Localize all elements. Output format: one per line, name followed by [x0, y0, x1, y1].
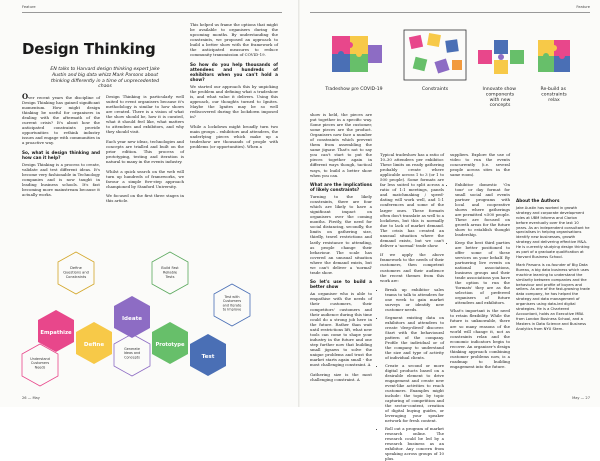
right-col-0 — [310, 112, 372, 390]
standfirst: EN talks to Harvard design thinking expert Jake Austin and big data whizz Mark Parsons about thinking differently in a time of unprecedented chaos — [50, 67, 160, 90]
folio-right: May — 27 — [572, 396, 590, 400]
list-item: • Segment existing data on exhibitors and attendees to create 'deep-dived' discover. Start with the behavioural pattern of the company. Profile the individual or of the company to understand the size and type of activity of individual clients. — [385, 315, 444, 360]
list-item: • Create a second or more digital products based on a desirable element to drive engagement and create new event-like activities to reach customers. Examples might include: the topic by topic capturing of competition and the sector-content, creation of digital buying guides, or leveraging your speaker network for fresh content. — [385, 363, 444, 424]
piece — [478, 50, 492, 64]
bullet-list — [380, 287, 444, 461]
knob — [347, 42, 353, 48]
paragraph: This helped us frame the options that might be available to organisers during the upcoming months. By understanding the constraints, we proposed an approach to build a better show with the framework of the anticipated measures to reduce community transmission of COVID-19. — [190, 22, 278, 58]
icon-caption-1 — [324, 86, 382, 92]
caption-line: concepts — [489, 103, 511, 109]
paragraph: Design Thinking is a process to create, validate and test different ideas. It's become very fashionable in Technology companies and is now taught in leading business schools. It's fast becoming more mainstream because it actually works. — [22, 161, 100, 198]
knob — [338, 51, 344, 57]
subheading: So let's use to build a better show — [310, 279, 372, 290]
piece — [510, 50, 524, 64]
note-line: to Improve — [222, 307, 242, 312]
design-thinking-diagram — [10, 222, 285, 387]
paragraph — [22, 94, 100, 145]
paragraph: Gathering size is the most challenging constraint. A — [310, 371, 372, 382]
note-text — [63, 266, 89, 279]
top-rule-right — [310, 12, 590, 13]
caption-line: Constraints — [421, 87, 449, 92]
note-line: Concepts — [124, 355, 140, 360]
about-authors-box — [516, 199, 590, 389]
note-line: Ideas and — [123, 351, 141, 356]
piece — [434, 58, 449, 73]
stage-label-empathize: Empathize — [40, 330, 72, 336]
knob — [498, 54, 504, 60]
piece — [427, 33, 441, 47]
caption-line: Innovate show — [482, 87, 517, 92]
top-rule-left — [22, 12, 282, 13]
folio-left: 26 — May — [22, 396, 40, 400]
note-text — [124, 347, 141, 359]
stage-label-test: Test — [201, 354, 215, 360]
knob — [559, 53, 565, 59]
paragraph: We focused on the first three stages in this article. — [106, 193, 184, 204]
note-line: Define — [70, 266, 82, 270]
subheading: What are the implications of likely constraints? — [310, 182, 372, 193]
note-line: Understand — [30, 357, 50, 361]
piece — [494, 60, 508, 74]
caption-line: components — [485, 92, 515, 98]
note-line: Build Fast — [161, 266, 179, 270]
innovate-icon — [478, 40, 524, 74]
right-col-2 — [450, 152, 510, 390]
icon-caption-2 — [422, 86, 449, 92]
left-col-3 — [190, 22, 278, 219]
note-build-tests — [152, 252, 188, 294]
piece — [452, 60, 462, 70]
caption-line: constraints — [541, 92, 567, 98]
list-item: • Break up exhibitor sales teams to talk to attendees for one week to gain market surveys or identify new customer needs. — [385, 287, 444, 312]
paragraph-text: ver recent years the discipline of Design Thinking has gained significant momentum. How might design thinking be useful for organisers in dealing with the aftermath of the current crisis? It's about how the anticipated constraints provide opportunities to rethink industry issues and engage with communities in a proactive way. — [22, 95, 100, 146]
list-item: • Roll out a program of market research online. The research could be led by a research business as an exhibitor. Any concern from speaking across groups of 10 plus. — [385, 426, 444, 461]
note-line: Tests — [165, 275, 175, 279]
stage-label-define: Define — [83, 342, 105, 348]
note-test-iterate — [214, 284, 250, 326]
bullet-list — [450, 182, 510, 306]
knob — [356, 51, 362, 57]
note-line: Needs — [34, 365, 46, 370]
knob — [543, 53, 549, 59]
piece — [494, 40, 508, 54]
caption-line: with new — [489, 97, 511, 103]
paragraph: show is held, the pieces are put together in a specific way. Some pieces are the customer, some pieces are the product. Organisers now face a number of constraints which prevent them from assembling the same jigsaw. That's not to say you can't start to put the pieces together again in different ways though, tactical ways, to build a better show when you can. — [310, 112, 372, 178]
paragraph: We started our approach this by unpicking the problem and defining what a tradeshow is, and what value it delivers. Using this approach, our thoughts turned to Ignites. Maybe the Ignites may be so well rediscovered during the lockdown imposed in? — [190, 83, 278, 120]
caption-line: Tradeshow pre COVID-19 — [325, 87, 383, 92]
piece — [409, 35, 423, 49]
note-generate-ideas — [114, 334, 150, 376]
paragraph: What's important is the need to retain flexibility. While the future is unknowable, there are so many reasons of the world will change it, not as constraints relax and the economic indicators begin to recover. An organiser's design thinking approach combining customer problems now, is a roadmap to building engagement into the future. — [450, 308, 510, 369]
puzzle-assembled-icon — [332, 36, 382, 72]
note-line: Customers — [222, 299, 242, 304]
note-line: Test with — [224, 295, 240, 299]
note-define-questions — [58, 252, 94, 294]
note-text — [161, 266, 179, 279]
note-line: Customers — [30, 361, 50, 366]
piece — [445, 39, 459, 53]
icon-caption-4 — [541, 86, 568, 103]
note-line: Questions and — [63, 270, 89, 275]
note-customer-needs — [22, 344, 58, 386]
bio-paragraph: Jake Austin has worked in growth strategy and corporate development roles at UBM Informa and Clarion before eventually over the last 10 years. As an independent consultant he specialises in helping organisations identify new businesses, growth strategy and delivering effective M&A. He is currently studying design thinking as part of a graduate qualification at Harvard Business School. — [516, 205, 590, 259]
subheading: So, what is design thinking and how can it help? — [22, 149, 100, 160]
knob — [551, 45, 557, 51]
piece — [413, 57, 428, 72]
note-text — [30, 357, 50, 369]
piece — [368, 45, 382, 63]
note-line: and Iterate — [222, 303, 242, 308]
bio-paragraph: Mark Parsons is co-founder of Big Data Bureau, a big data business which uses machine learning to understand the similarity between companies and the behaviour and profile of buyers and sellers. As one of the fast-growing trade data company, he has helped the strategy and data management of organisers using data-led digital strategies. He is a Chartered Accountant, holds an Executive MBA from London Business School, and a Masters in Data Science and Business Analytics from NYU Stern. — [516, 262, 590, 331]
paragraph: While a lockdown might broadly turn two main groups – exhibitors and attendees, the underlying pieces which make up a tradeshow are thousands of people with problems (or opportunities). When a — [190, 123, 278, 149]
right-col-1 — [380, 152, 444, 461]
note-line: Constraints — [65, 275, 87, 279]
list-item: • Keep the best third parties are better positioned to offer some of these services on your behalf. By partnering live events on national associations, business groups and their trade associations you have the option to run the 'formats' they are as the selection of preferred organisers of future attendees and exhibitors. — [455, 240, 510, 306]
icon-caption-3 — [483, 86, 518, 108]
left-page — [0, 0, 300, 407]
stage-label-ideate: Ideate — [121, 316, 143, 322]
drop-cap: O — [22, 92, 29, 101]
caption-line: Re-build as — [540, 87, 566, 92]
left-col-2 — [106, 94, 184, 219]
rebuild-icon — [538, 40, 570, 72]
note-line: Reliable — [162, 270, 178, 275]
paragraph: An organiser who is able to empathise with the needs of their customers, their competitors' customers and their audience during this time could do a strong job here in the future. Rather than wait until restrictions lift, what new tools can come to shape your industry in the future and one step further now that building small jigsaws to solve the unique problems and trust the market starts again small - the most challenging constraint. A — [310, 291, 372, 368]
running-head-left: Feature — [22, 5, 36, 9]
left-col-1 — [22, 94, 100, 219]
running-head-right: Feature — [576, 5, 590, 9]
subheading: So how do you help thousands of attendees and hundreds of exhibitors when you can't hold a show? — [190, 61, 278, 82]
note-text — [223, 295, 242, 312]
paragraph: Design Thinking is particularly well suited to event organisers because it's methodology is similar to how shows are created. There is a vision of what the show should be, how it is curated, what it should feel like, what matters to attendees and exhibitors, and why they should visit. — [106, 94, 184, 135]
paragraph: suppliers. Explore the use of video to run the events concurrently (i.e. several people across sites in the same room). — [450, 152, 510, 178]
headline: Design Thinking — [22, 40, 156, 58]
stage-label-prototype: Prototype — [155, 342, 185, 348]
paragraph: Whilst a quick search on the web will turn up hundreds of frameworks, we favour a simple five-step approach championed by Stanford University. — [106, 168, 184, 189]
paragraph: Typical tradeshow has a ratio of 10–30 attendees per exhibitor. These limits on ready gathering probably create where applicable across 1 to 3 (or 1 to 500 people). Some formats are far less suited to split across a ratio of 1:1 meetings, panels and matchmaking / speed-dating will work well, and 1:1 conferences and some of the larger ones. These formats often don't translate as well to a lockdown, but this is normally due to lack of market demand. The crisis has created an unusual situation where the demand exists, but we can't deliver a 'normal' trade show. — [380, 152, 444, 248]
paragraph: Each year new ideas, technologies and concepts are trialled and built on the prior edition. This process of prototyping, testing and iteration is natural to many in the events industry. — [106, 138, 184, 165]
bio-heading: About the Authors — [516, 198, 560, 203]
caption-line: relax — [548, 97, 560, 103]
list-item: • Exhibitor domestic 'On tour' or day format for small social and events partner programs with local and cooperative shows where gatherings are permitted <500 people. These are focused on growth areas for the future show to establish thought leadership. — [455, 182, 510, 238]
constraints-icon — [404, 30, 466, 80]
note-line: Generate — [124, 347, 140, 351]
paragraph: If we apply the above framework to the needs of their customers, then competent customers and their audience the recent themes from this work are: — [380, 252, 444, 283]
paragraph: Turning to the likely constraints, there are four which are likely to have a significant impact on organisers over the coming months. Firstly, the need for social distancing, secondly, the limits on gathering size, thirdly, travel restrictions and lastly resistance to attending, as people change their behaviour. The scale has covered an unusual situation where the demand exists, but we can't deliver a 'normal' trade show. — [310, 194, 372, 275]
